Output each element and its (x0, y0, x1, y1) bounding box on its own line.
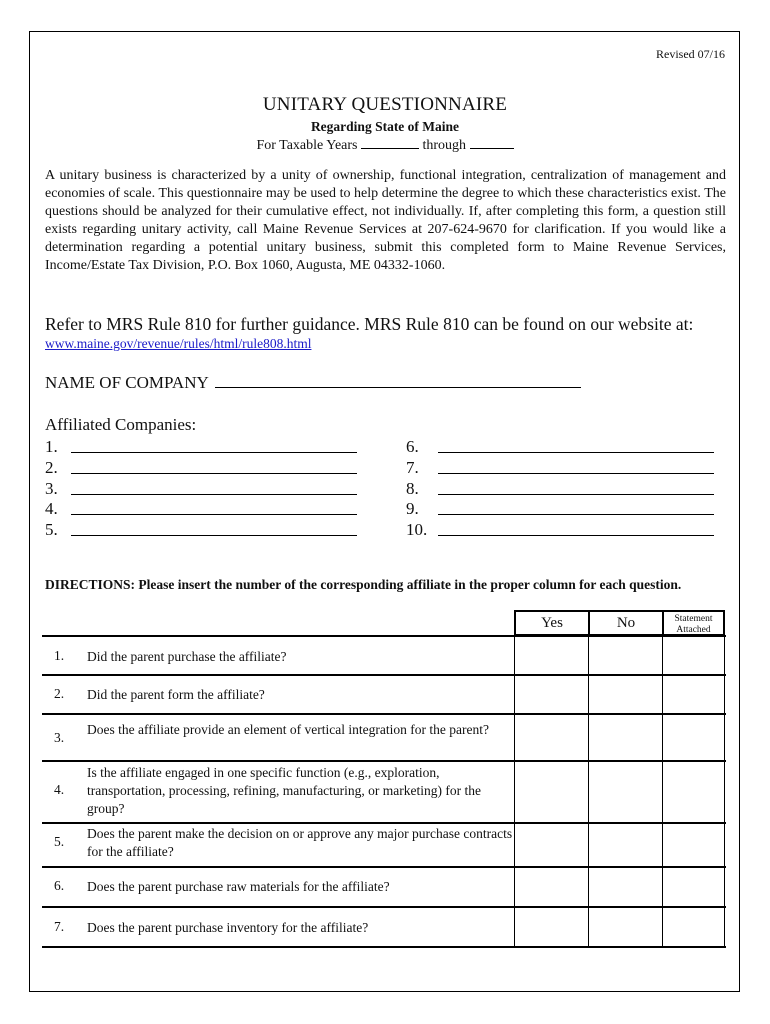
question-text: Is the affiliate engaged in one specific function (e.g., exploration, transportation, processing, refining, manufacturing, or marketing) for the group? (87, 765, 482, 816)
affiliate-field[interactable] (71, 499, 357, 515)
question-text: Does the parent make the decision on or approve any major purchase contracts for the affiliate? (87, 826, 513, 859)
affiliate-field[interactable] (71, 437, 357, 453)
affiliate-number: 1. (45, 437, 58, 456)
start-year-field[interactable] (361, 137, 419, 149)
affiliates-label: Affiliated Companies: (45, 415, 197, 434)
question-text: Did the parent form the affiliate? (87, 687, 265, 702)
rule-reference: Refer to MRS Rule 810 for further guidance. MRS Rule 810 can be found on our website at: (45, 314, 694, 334)
affiliate-number: 3. (45, 479, 58, 498)
table-rule (42, 946, 726, 948)
question-text: Does the parent purchase raw materials for the affiliate? (87, 879, 390, 894)
table-column-divider (662, 636, 663, 947)
no-column-header: No (588, 610, 664, 636)
affiliate-number: 2. (45, 458, 58, 477)
affiliate-entry (45, 458, 357, 478)
affiliate-entry (406, 458, 714, 478)
affiliate-field[interactable] (438, 499, 714, 515)
company-name-field[interactable] (215, 373, 581, 388)
affiliate-field[interactable] (438, 437, 714, 453)
affiliate-entry (45, 499, 357, 519)
question-number: 5. (53, 834, 65, 849)
affiliate-field[interactable] (71, 520, 357, 536)
table-rule (42, 713, 726, 715)
end-year-field[interactable] (470, 137, 514, 149)
affiliate-number: 4. (45, 499, 58, 518)
table-rule (42, 866, 726, 868)
statement-column-header: Statement Attached (662, 610, 725, 636)
affiliate-entry (45, 479, 357, 499)
affiliate-entry (406, 437, 714, 457)
table-column-divider (588, 636, 589, 947)
question-number: 6. (53, 878, 65, 893)
affiliate-field[interactable] (438, 520, 714, 536)
affiliate-field[interactable] (71, 458, 357, 474)
affiliate-number: 6. (406, 437, 419, 456)
revision-date: Revised 07/16 (656, 47, 725, 61)
years-prefix: For Taxable Years (256, 138, 358, 153)
form-subtitle: Regarding State of Maine (310, 119, 460, 134)
question-number: 7. (53, 919, 65, 934)
affiliate-field[interactable] (71, 479, 357, 495)
question-number: 4. (53, 782, 65, 797)
question-text: Does the parent purchase inventory for the affiliate? (87, 920, 369, 935)
affiliate-field[interactable] (438, 458, 714, 474)
taxable-years-line (0, 137, 770, 154)
affiliate-entry (45, 437, 357, 457)
table-rule (42, 906, 726, 908)
table-column-divider (724, 636, 725, 947)
question-text: Does the affiliate provide an element of vertical integration for the parent? (87, 722, 489, 737)
rule-link[interactable]: www.maine.gov/revenue/rules/html/rule808.html (45, 336, 312, 351)
yes-column-header: Yes (514, 610, 590, 636)
affiliate-entry (406, 479, 714, 499)
affiliate-number: 7. (406, 458, 419, 477)
affiliate-entry (45, 520, 357, 540)
directions-text: DIRECTIONS: Please insert the number of the corresponding affiliate in the proper column for each question. (45, 577, 682, 592)
question-number: 3. (53, 730, 65, 745)
company-name-line (45, 373, 581, 393)
form-title: UNITARY QUESTIONNAIRE (262, 94, 508, 115)
affiliate-field[interactable] (438, 479, 714, 495)
table-rule (42, 822, 726, 824)
question-number: 1. (53, 648, 65, 663)
table-rule (42, 635, 726, 637)
intro-paragraph: A unitary business is characterized by a unity of ownership, functional integration, centralization of management and economies of scale. This questionnaire may be used to help determine the degree to which these characteristics exist. The questions should be analyzed for their cumulative effect, not individually. If, after completing this form, a question still exists regarding unitary activity, call Maine Revenue Services at 207-624-9670 for clarification. If you would like a determination regarding a potential unitary business, submit this completed form to Maine Revenue Services, Income/Estate Tax Division, P.O. Box 1060, Augusta, ME 04332-1060. (45, 168, 726, 273)
table-column-divider (514, 636, 515, 947)
affiliate-number: 5. (45, 520, 58, 539)
affiliate-entry (406, 499, 714, 519)
question-text: Did the parent purchase the affiliate? (87, 649, 287, 664)
company-label: NAME OF COMPANY (45, 373, 209, 392)
table-rule (42, 674, 726, 676)
years-middle: through (422, 138, 467, 153)
table-rule (42, 760, 726, 762)
affiliate-entry (406, 520, 714, 540)
affiliate-number: 10. (406, 520, 428, 539)
question-number: 2. (53, 686, 65, 701)
affiliate-number: 8. (406, 479, 419, 498)
affiliate-number: 9. (406, 499, 419, 518)
